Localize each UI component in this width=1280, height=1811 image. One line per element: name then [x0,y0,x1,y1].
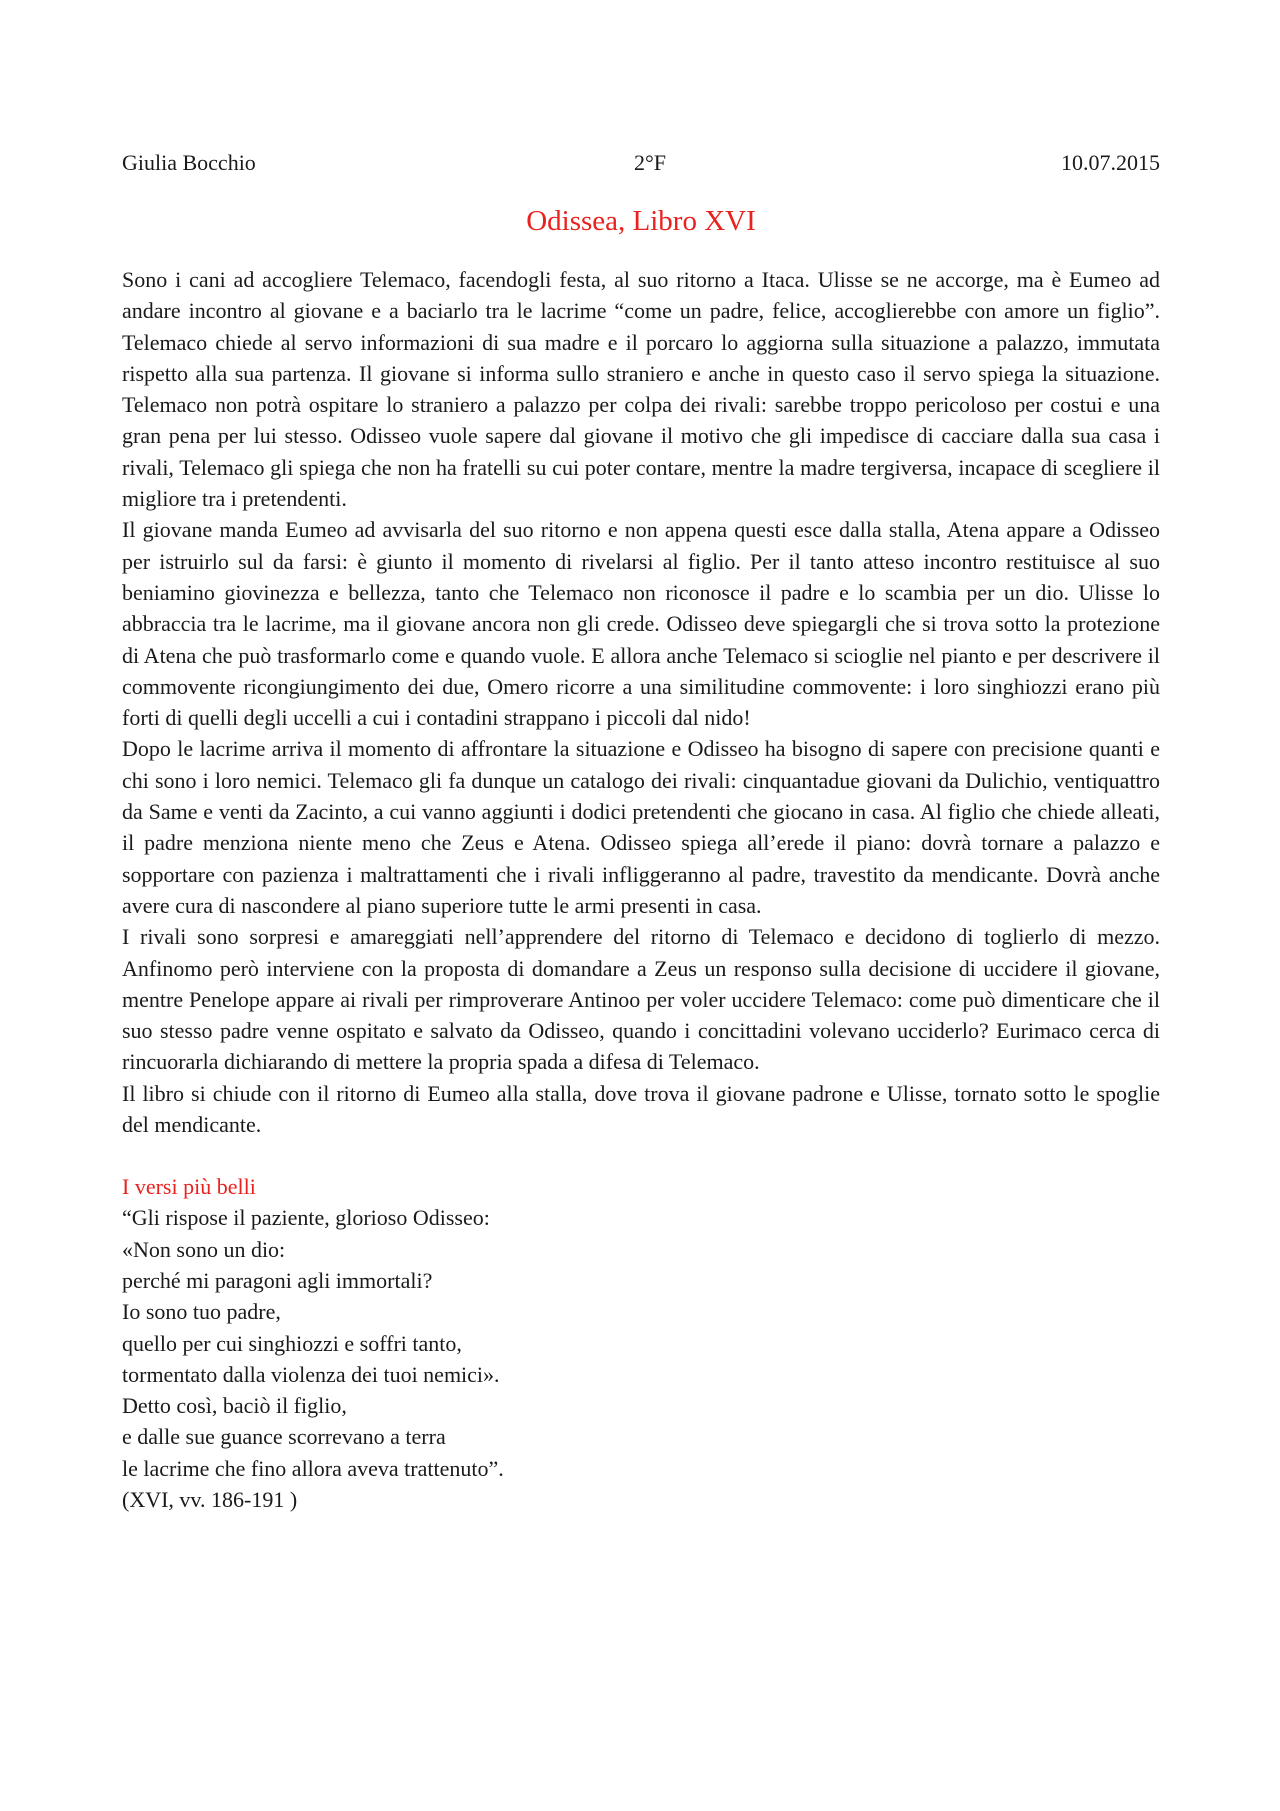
class-label: 2°F [634,150,667,175]
verse-line: e dalle sue guance scorrevano a terra [122,1424,446,1450]
document-title: Odissea, Libro XVI [526,205,756,237]
verse-line: «Non sono un dio: [122,1236,286,1262]
paragraph: Il giovane manda Eumeo ad avvisarla del suo ritorno e non appena questi esce dalla stalla, Atena appare a Odisseo per istruirlo sul da farsi: è giunto il momento di rivelarsi al figlio. Per il tanto atteso incontro restituisce al suo beniamino giovinezza e bellezza, tanto che Telemaco non riconosce il padre e lo scambia per un dio. Ulisse lo abbraccia tra le lacrime, ma il giovane ancora non gli crede. Odisseo deve spiegargli che si trova sotto la protezione di Atena che può trasformarlo come e quando vuole. E allora anche Telemaco si scioglie nel pianto e per descrivere il commovente ricongiungimento dei due, Omero ricorre a una similitudine commovente: i loro singhiozzi erano più forti di quelli degli uccelli a cui i contadini strappano i piccoli dal nido! [122,517,1160,731]
verse-line: tormentato dalla violenza dei tuoi nemici». [122,1361,500,1387]
verses-quote [122,1202,1160,1515]
author-name: Giulia Bocchio [122,150,256,175]
verse-line: Io sono tuo padre, [122,1299,281,1325]
paragraph: Sono i cani ad accogliere Telemaco, facendogli festa, al suo ritorno a Itaca. Ulisse se ne accorge, ma è Eumeo ad andare incontro al giovane e a baciarlo tra le lacrime “come un padre, felice, accoglierebbe con amore un figlio”. Telemaco chiede al servo informazioni di sua madre e il porcaro lo aggiorna sulla situazione a palazzo, immutata rispetto alla sua partenza. Il giovane si informa sullo straniero e anche in questo caso il servo spiega la situazione. Telemaco non potrà ospitare lo straniero a palazzo per colpa dei rivali: sarebbe troppo pericoloso per costui e una gran pena per lui stesso. Odisseo vuole sapere dal giovane il motivo che gli impedisce di cacciare dalla sua casa i rivali, Telemaco gli spiega che non ha fratelli su cui poter contare, mentre la madre tergiversa, incapace di scegliere il migliore tra i pretendenti. [122,267,1160,512]
verse-line: quello per cui singhiozzi e soffri tanto, [122,1330,462,1356]
verse-reference: (XVI, vv. 186-191 ) [122,1486,298,1512]
verse-line: le lacrime che fino allora aveva trattenuto”. [122,1455,504,1481]
paragraph: Dopo le lacrime arriva il momento di affrontare la situazione e Odisseo ha bisogno di sapere con precisione quanti e chi sono i loro nemici. Telemaco gli fa dunque un catalogo dei rivali: cinquantadue giovani da Dulichio, ventiquattro da Same e venti da Zacinto, a cui vanno aggiunti i dodici pretendenti che giocano in casa. Al figlio che chiede alleati, il padre menziona niente meno che Zeus e Atena. Odisseo spiega all’erede il piano: dovrà tornare a palazzo e sopportare con pazienza i maltrattamenti che i rivali infliggeranno al padre, travestito da mendicante. Dovrà anche avere cura di nascondere al piano superiore tutte le armi presenti in casa. [122,736,1160,918]
paragraph: I rivali sono sorpresi e amareggiati nell’apprendere del ritorno di Telemaco e decidono di toglierlo di mezzo. Anfinomo però interviene con la proposta di domandare a Zeus un responso sulla decisione di uccidere il giovane, mentre Penelope appare ai rivali per rimproverare Antinoo per voler uccidere Telemaco: come può dimenticare che il suo stesso padre venne ospitato e salvato da Odisseo, quando i concittadini volevano ucciderlo? Eurimaco cerca di rincuorarla dichiarando di mettere la propria spada a difesa di Telemaco. [122,924,1160,1075]
verse-line: Detto così, baciò il figlio, [122,1393,347,1419]
summary-text [122,264,1160,1140]
verse-line: “Gli rispose il paziente, glorioso Odisseo: [122,1205,490,1231]
verse-line: perché mi paragoni agli immortali? [122,1267,433,1293]
document-header [122,150,1160,184]
verses-heading: I versi più belli [122,1174,256,1200]
document-page [122,150,1160,1515]
paragraph: Il libro si chiude con il ritorno di Eumeo alla stalla, dove trova il giovane padrone e Ulisse, tornato sotto le spoglie del mendicante. [122,1080,1160,1138]
document-date: 10.07.2015 [1061,150,1160,175]
